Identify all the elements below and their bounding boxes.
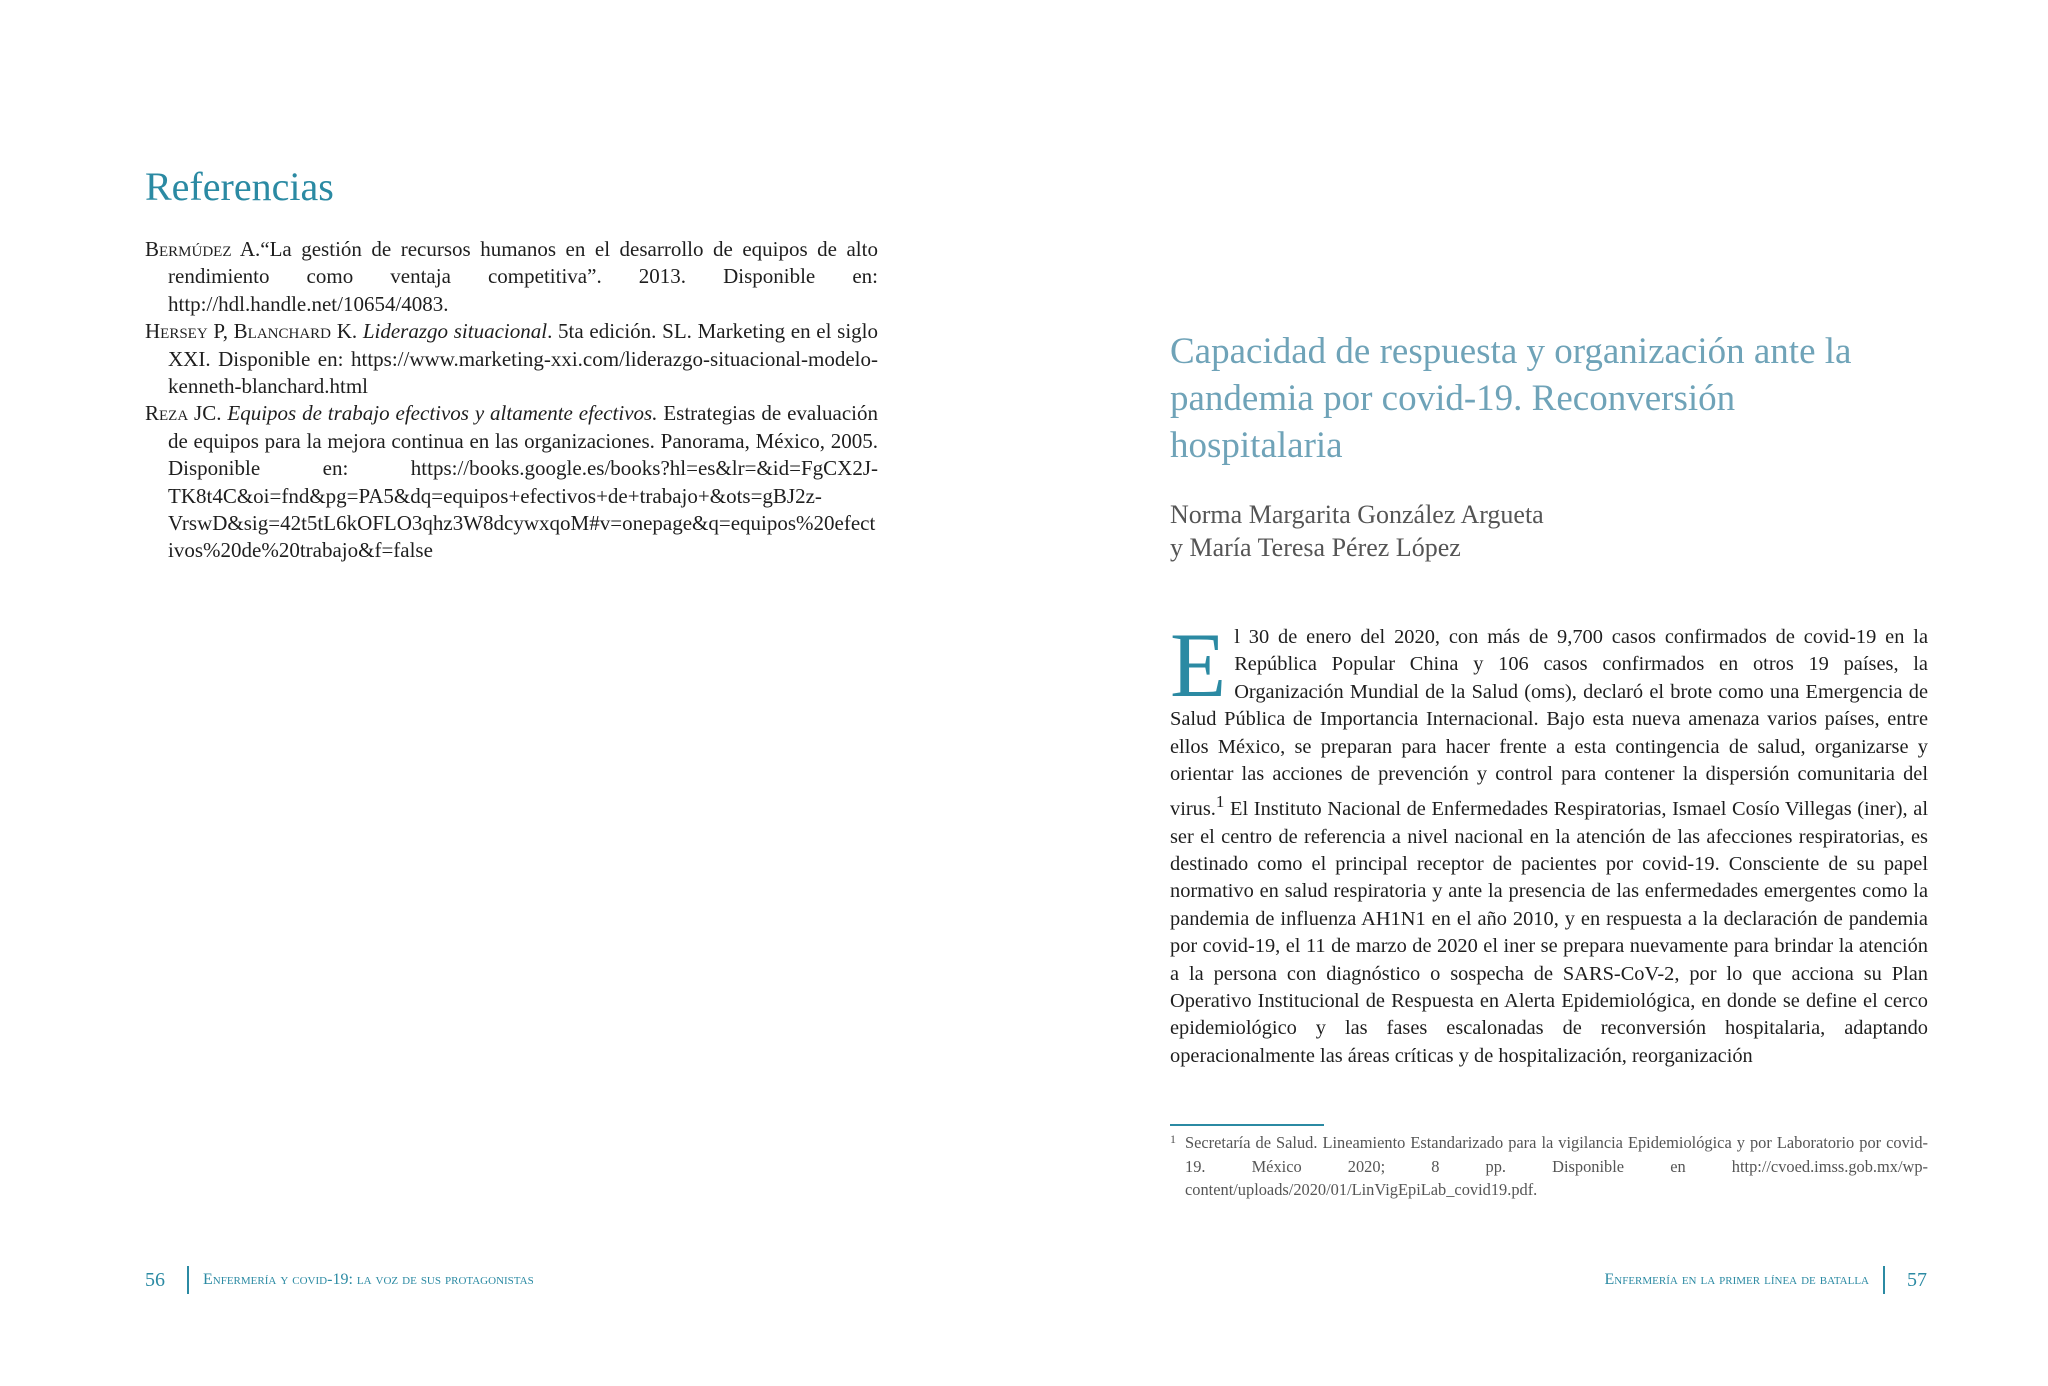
- chapter-authors: [1170, 498, 1870, 564]
- footnote-text: Secretaría de Salud. Lineamiento Estandarizado para la vigilancia Epidemiológica y por Laboratorio por covid-19. México 2020; 8 pp. Disponible en http://cvoed.imss.gob.mx/wp-content/uploads/2020/01/LinVigEpiLab_covid19.pdf.: [1185, 1133, 1928, 1199]
- running-title: Enfermería en la primer línea de batalla: [1604, 1271, 1869, 1288]
- footnote-number: 1: [1170, 1132, 1176, 1146]
- chapter-title: Capacidad de respuesta y organización ante la pandemia por covid-19. Reconversión hospitalaria: [1170, 331, 1852, 466]
- reference-text: “La gestión de recursos humanos en el desarrollo de equipos de alto rendimiento como ventaja competitiva”. 2013. Disponible en: http://hdl.handle.net/10654/4083.: [168, 237, 878, 316]
- reference-item: [145, 400, 878, 564]
- drop-cap: E: [1170, 614, 1227, 716]
- reference-text: Estrategias de evaluación de equipos para la mejora continua en las organizaciones. Panorama, México, 2005. Disponible en: https://books.google.es/books?hl=es&lr=&id=FgCX2J-TK8t4C&oi=fnd&pg=PA5&dq=equipos+efectivos+de+trabajo+&ots=gBJ2z-VrswD&sig=42t5tL6kOFLO3qhz3W8dcywxqoM#v=onepage&q=equipos%20efectivos%20de%20trabajo&f=false: [168, 401, 879, 563]
- running-title: Enfermería y covid-19: la voz de sus protagonistas: [203, 1271, 534, 1288]
- right-page-footer: [1605, 1266, 1928, 1294]
- footnote-rule: [1170, 1124, 1324, 1126]
- reference-item: [145, 318, 878, 400]
- references-heading: Referencias: [145, 164, 334, 209]
- author-line: Norma Margarita González Argueta: [1170, 500, 1544, 529]
- footnote: [1170, 1131, 1928, 1202]
- reference-title: Liderazgo situacional: [362, 319, 548, 344]
- footnote-reference[interactable]: 1: [1215, 792, 1225, 812]
- page-number: 57: [1907, 1268, 1927, 1291]
- reference-title: Equipos de trabajo efectivos y altamente efectivos.: [227, 401, 658, 426]
- right-page: [1024, 0, 2048, 1386]
- body-text-start: l 30 de enero del 2020, con más de 9,700 casos confirmados de covid-19 en la República Popular China y 106 casos confirmados en otros 19 países, la Organización Mundial de la Salud (oms), declaró el brote como una Emergencia de Salud Pública de Importancia Internacional. Bajo esta nueva amenaza varios países, entre ellos México, se preparan para hacer frente a esta contingencia de salud, organizarse y orientar las acciones de prevención y control para contener la dispersión comunitaria del virus.: [1170, 626, 1928, 821]
- author-line: y María Teresa Pérez López: [1170, 533, 1461, 562]
- left-page-footer: [145, 1266, 534, 1294]
- reference-authors: Bermúdez A.: [145, 237, 261, 261]
- reference-list: [145, 236, 878, 565]
- page-number: 56: [145, 1268, 165, 1291]
- reference-authors: Reza JC.: [145, 401, 222, 426]
- reference-authors: Hersey P, Blanchard K.: [145, 319, 358, 344]
- body-text-continued: El Instituto Nacional de Enfermedades Respiratorias, Ismael Cosío Villegas (iner), al ser el centro de referencia a nivel nacional en la atención de las afecciones respiratorias, es destinado como el principal receptor de pacientes por covid-19. Consciente de su papel normativo en salud respiratoria y ante la presencia de las enfermedades emergentes como la pandemia de influenza AH1N1 en el año 2010, y en respuesta a la declaración de pandemia por covid-19, el 11 de marzo de 2020 el iner se prepara nuevamente para brindar la atención a la persona con diagnóstico o sospecha de SARS-CoV-2, por lo que acciona su Plan Operativo Institucional de Respuesta en Alerta Epidemiológica, en donde se define el cerco epidemiológico y las fases escalonadas de reconversión hospitalaria, adaptando operacionalmente las áreas críticas y de hospitalización, reorganización: [1170, 798, 1928, 1067]
- footer-divider: [1883, 1266, 1885, 1294]
- body-paragraph: [1170, 614, 1928, 1070]
- reference-item: [145, 236, 878, 318]
- footer-divider: [187, 1266, 189, 1294]
- reference-text: . 5ta edición. SL. Marketing en el siglo XXI. Disponible en: https://www.marketing-xxi.com/liderazgo-situacional-modelo-kenneth-blanchard.html: [168, 319, 878, 399]
